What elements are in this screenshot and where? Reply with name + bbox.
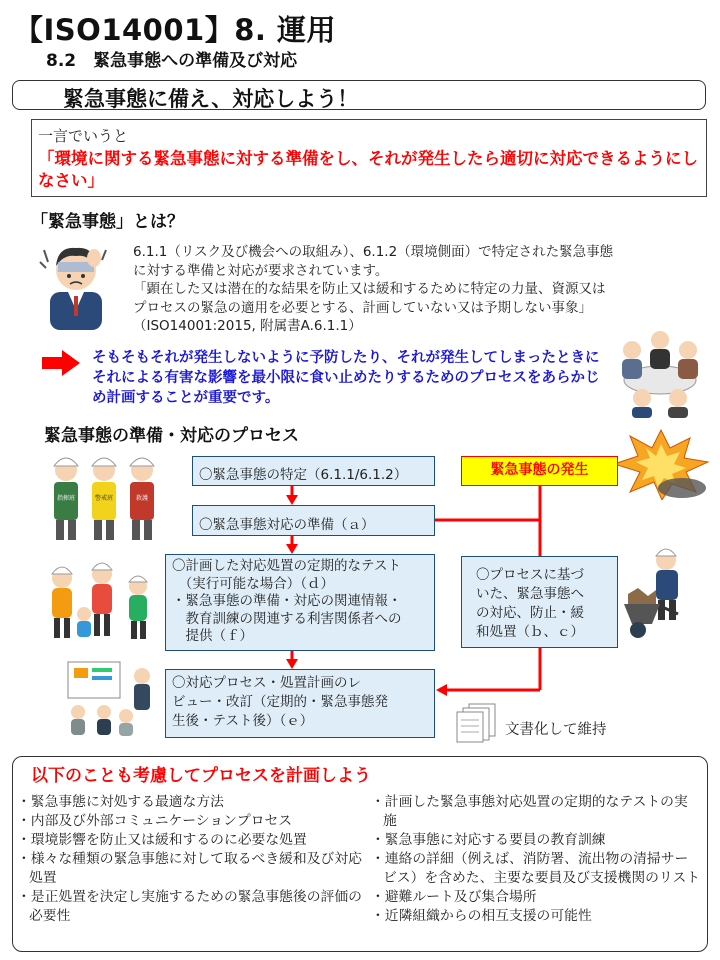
list-item: ・緊急事態に対応する要員の教育訓練 <box>371 832 606 848</box>
page-subtitle: 8.2 緊急事態への準備及び対応 <box>46 51 298 71</box>
page-title: 【ISO14001】8. 運用 <box>14 13 337 47</box>
process-step-line: ・緊急事態の準備・対応の関連情報・ <box>172 593 402 609</box>
process-step-prepare: 〇緊急事態対応の準備（ａ） <box>192 505 435 536</box>
list-item: ・連絡の詳細（例えば、消防署、流出物の清掃サービス）を含めた、主要な要員及び支援機関のリスト <box>371 851 701 886</box>
vest-label: 警戒班 <box>94 495 114 502</box>
definition-line: に対する準備と対応が要求されています。 <box>133 262 389 279</box>
process-step-line: 和処置（ｂ、ｃ） <box>476 624 584 640</box>
list-item: ・内部及び外部コミュニケーションプロセス <box>17 813 293 829</box>
considerations-left-list <box>17 793 373 926</box>
emergency-occurrence-label: 緊急事態の発生 <box>461 456 618 486</box>
summary-lead: 一言でいうと <box>38 127 129 145</box>
list-item: ・緊急事態に対処する最適な方法 <box>17 794 224 810</box>
considerations-right-list <box>371 793 701 926</box>
arrow-down-icon <box>286 659 298 669</box>
banner-text: 緊急事態に備え、対応しよう！ <box>63 87 359 111</box>
vest-label: 指揮班 <box>56 495 76 502</box>
arrow-down-icon <box>286 544 298 554</box>
summary-text: 「環境に関する緊急事態に対する準備をし、それが発生したら適切に対応できるようにしなさい」 <box>38 149 698 190</box>
process-step-line: 〇プロセスに基づ <box>476 567 584 583</box>
process-step-line: ビュー・改訂（定期的・緊急事態発 <box>172 694 388 710</box>
list-item: ・計画した緊急事態対応処置の定期的なテストの実施 <box>371 794 688 829</box>
list-item: ・避難ルート及び集合場所 <box>371 889 537 905</box>
definition-heading: 「緊急事態」とは？ <box>31 212 184 232</box>
list-item: ・環境影響を防止又は緩和するのに必要な処置 <box>17 832 307 848</box>
process-step-line: 生後・テスト後）（ｅ） <box>172 713 314 729</box>
definition-line: プロセスの緊急の適用を必要とする、計画していない又は予期しない事象」 <box>133 299 592 316</box>
considerations-heading: 以下のことも考慮してプロセスを計画しよう <box>31 766 371 786</box>
list-item: ・是正処置を決定し実施するための緊急事態後の評価の必要性 <box>17 889 362 924</box>
definition-line: 6.1.1（リスク及び機会への取組み）、6.1.2（環境側面）で特定された緊急事態 <box>133 244 614 260</box>
process-step-line: 提供（ｆ） <box>172 628 253 644</box>
process-step-line: いた、緊急事態へ <box>476 586 584 602</box>
arrow-down-icon <box>286 495 298 505</box>
process-step-identify: 〇緊急事態の特定（6.1.1/6.1.2） <box>192 456 435 486</box>
key-message: そもそもそれが発生しないように予防したり、それが発生してしまったときにそれによる有害な影響を最小限に食い止めたりするためのプロセスをあらかじめ計画することが重要です。 <box>92 350 600 406</box>
process-step-line: （実行可能な場合）（ｄ） <box>172 575 334 592</box>
process-step-line: の対応、防止・緩 <box>476 605 584 621</box>
process-step-line: 〇計画した対応処置の定期的なテスト <box>172 558 401 574</box>
arrow-left-icon <box>436 684 447 696</box>
process-step-line: 〇対応プロセス・処置計画のレ <box>172 675 361 691</box>
vest-label: 救護 <box>135 495 149 502</box>
list-item: ・近隣組織からの相互支援の可能性 <box>371 908 592 924</box>
documentation-note: 文書化して維持 <box>505 722 607 738</box>
definition-citation: （ISO14001:2015, 附属書A.6.1.1） <box>133 318 362 334</box>
process-step-line: 教育訓練の関連する利害関係者への <box>172 610 402 627</box>
list-item: ・様々な種類の緊急事態に対して取るべき緩和及び対応処置 <box>17 851 362 886</box>
definition-line: 「顕在した又は潜在的な結果を防止又は緩和するために特定の力量、資源又は <box>133 281 606 297</box>
considerations-box <box>12 756 708 952</box>
process-heading: 緊急事態の準備・対応のプロセス <box>44 426 299 446</box>
